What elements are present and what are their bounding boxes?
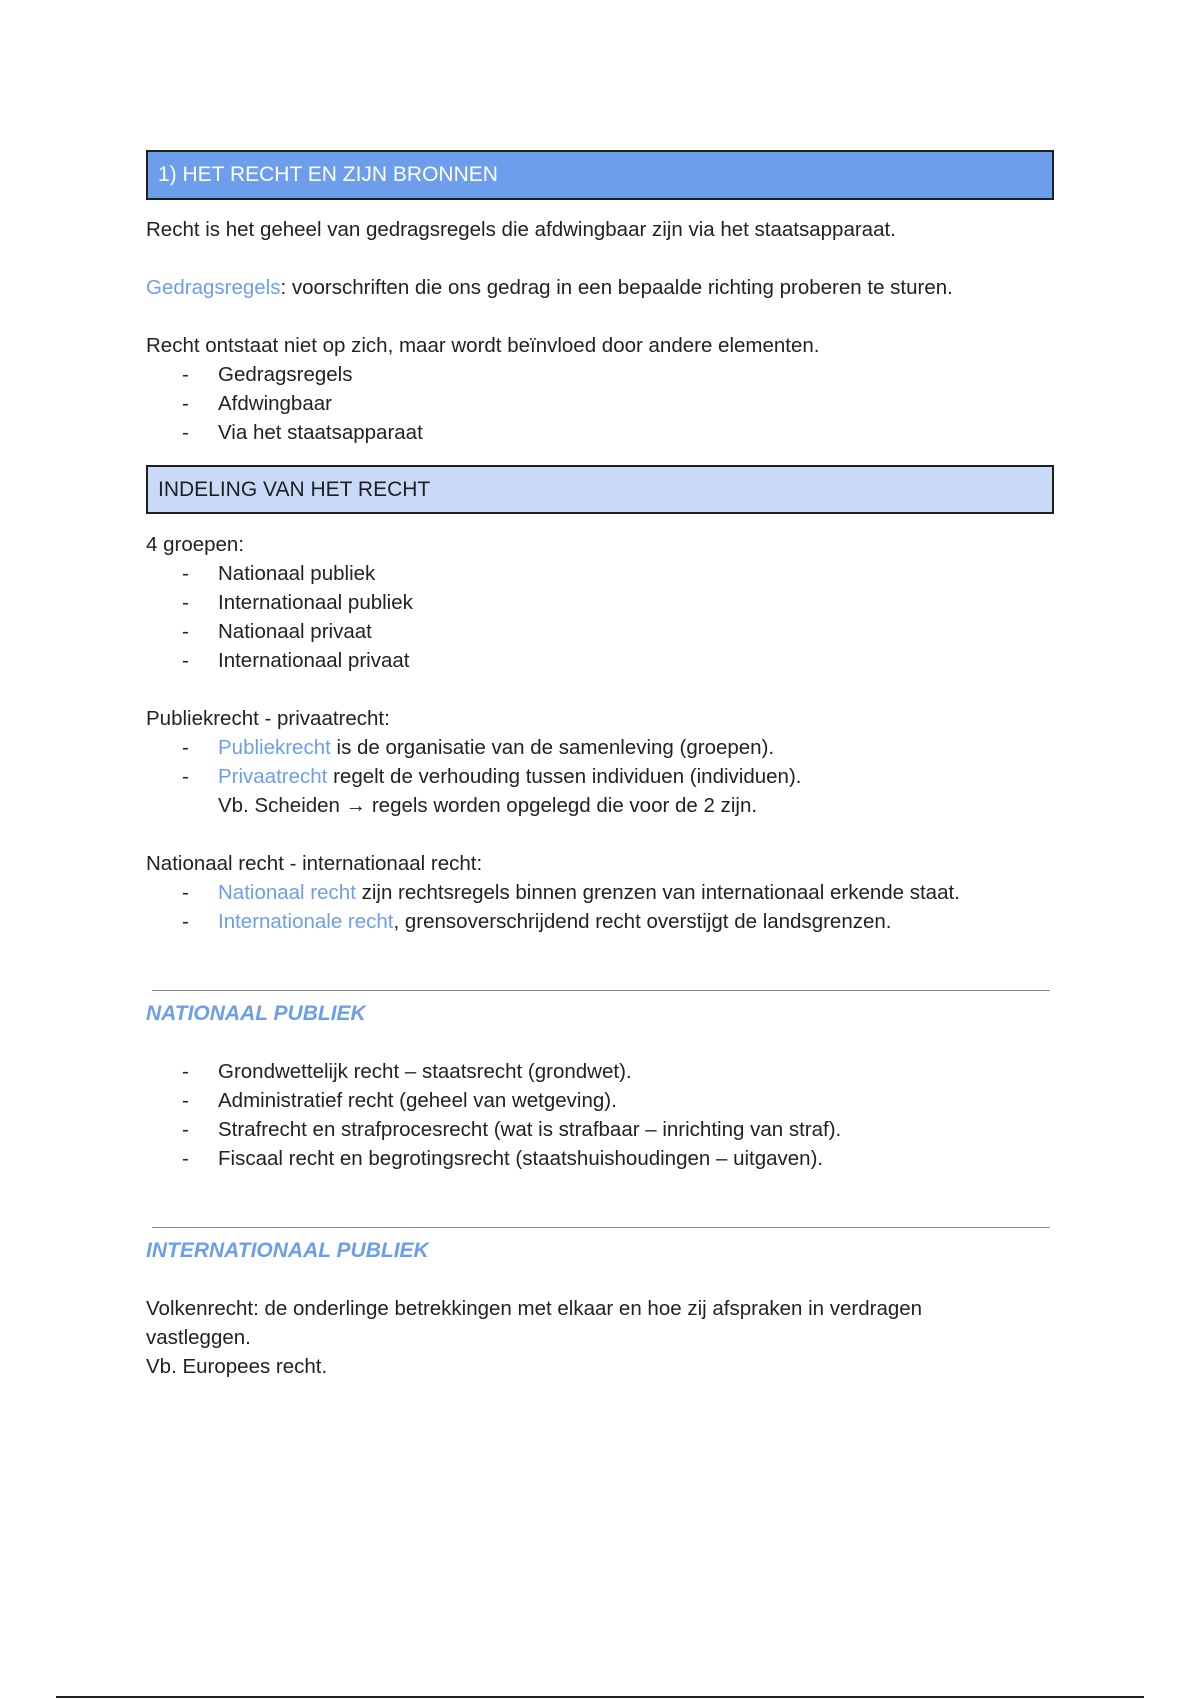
example-line: Vb. Scheiden → regels worden opgelegd die voor de 2 zijn. <box>218 794 758 817</box>
intro-paragraph: Recht ontstaat niet op zich, maar wordt beïnvloed door andere elementen. <box>146 334 820 357</box>
example-line: Vb. Europees recht. <box>146 1355 328 1378</box>
section-heading-indeling <box>146 465 1054 514</box>
section-heading-het-recht <box>146 150 1054 200</box>
term-gedragsregels: Gedragsregels <box>146 276 281 299</box>
section-title-nationaal-publiek: NATIONAAL PUBLIEK <box>146 1002 366 1025</box>
list-item: - Nationaal privaat <box>146 617 1056 646</box>
list-item <box>146 733 1056 762</box>
nat-int-list <box>146 878 1056 936</box>
section-divider <box>152 990 1050 991</box>
page-bottom-rule <box>56 1696 1144 1698</box>
term-internationale-recht: Internationale recht <box>218 910 394 933</box>
pub-priv-list <box>146 733 1056 791</box>
volkenrecht-line-2: vastleggen. <box>146 1326 251 1349</box>
term-publiekrecht: Publiekrecht <box>218 736 331 759</box>
list-item <box>146 907 1056 936</box>
definition-paragraph: Recht is het geheel van gedragsregels die afdwingbaar zijn via het staatsapparaat. <box>146 218 896 241</box>
list-item: - Strafrecht en strafprocesrecht (wat is strafbaar – inrichting van straf). <box>146 1115 1056 1144</box>
groups-label: 4 groepen: <box>146 533 245 556</box>
list-item: - Administratief recht (geheel van wetgeving). <box>146 1086 1056 1115</box>
section-heading-text: 1) HET RECHT EN ZIJN BRONNEN <box>158 163 498 186</box>
nat-int-label: Nationaal recht - internationaal recht: <box>146 852 483 875</box>
nationaal-publiek-list <box>146 1057 1056 1173</box>
list-item: - Internationaal publiek <box>146 588 1056 617</box>
term-definition: is de organisatie van de samenleving (groepen). <box>330 736 775 759</box>
volkenrecht-line-1: Volkenrecht: de onderlinge betrekkingen met elkaar en hoe zij afspraken in verdragen <box>146 1297 923 1320</box>
section-divider <box>152 1227 1050 1228</box>
pub-priv-label: Publiekrecht - privaatrecht: <box>146 707 390 730</box>
term-paragraph <box>146 273 1056 302</box>
term-definition: : voorschriften die ons gedrag in een bepaalde richting proberen te sturen. <box>280 276 953 299</box>
term-definition: , grensoverschrijdend recht overstijgt de landsgrenzen. <box>393 910 892 933</box>
term-definition: regelt de verhouding tussen individuen (individuen). <box>327 765 802 788</box>
list-item: - Fiscaal recht en begrotingsrecht (staatshuishoudingen – uitgaven). <box>146 1144 1056 1173</box>
document-page <box>146 150 1056 1381</box>
list-item: - Gedragsregels <box>146 360 1056 389</box>
term-privaatrecht: Privaatrecht <box>218 765 328 788</box>
list-item <box>146 762 1056 791</box>
groups-list <box>146 559 1056 675</box>
list-item: - Internationaal privaat <box>146 646 1056 675</box>
elements-list <box>146 360 1056 447</box>
list-item: - Via het staatsapparaat <box>146 418 1056 447</box>
list-item <box>146 878 1056 907</box>
section-title-internationaal-publiek: INTERNATIONAAL PUBLIEK <box>146 1239 429 1262</box>
list-item: - Nationaal publiek <box>146 559 1056 588</box>
section-heading-text: INDELING VAN HET RECHT <box>158 477 431 501</box>
list-item: - Grondwettelijk recht – staatsrecht (grondwet). <box>146 1057 1056 1086</box>
term-definition: zijn rechtsregels binnen grenzen van internationaal erkende staat. <box>355 881 960 904</box>
term-nationaal-recht: Nationaal recht <box>218 881 356 904</box>
list-item: - Afdwingbaar <box>146 389 1056 418</box>
